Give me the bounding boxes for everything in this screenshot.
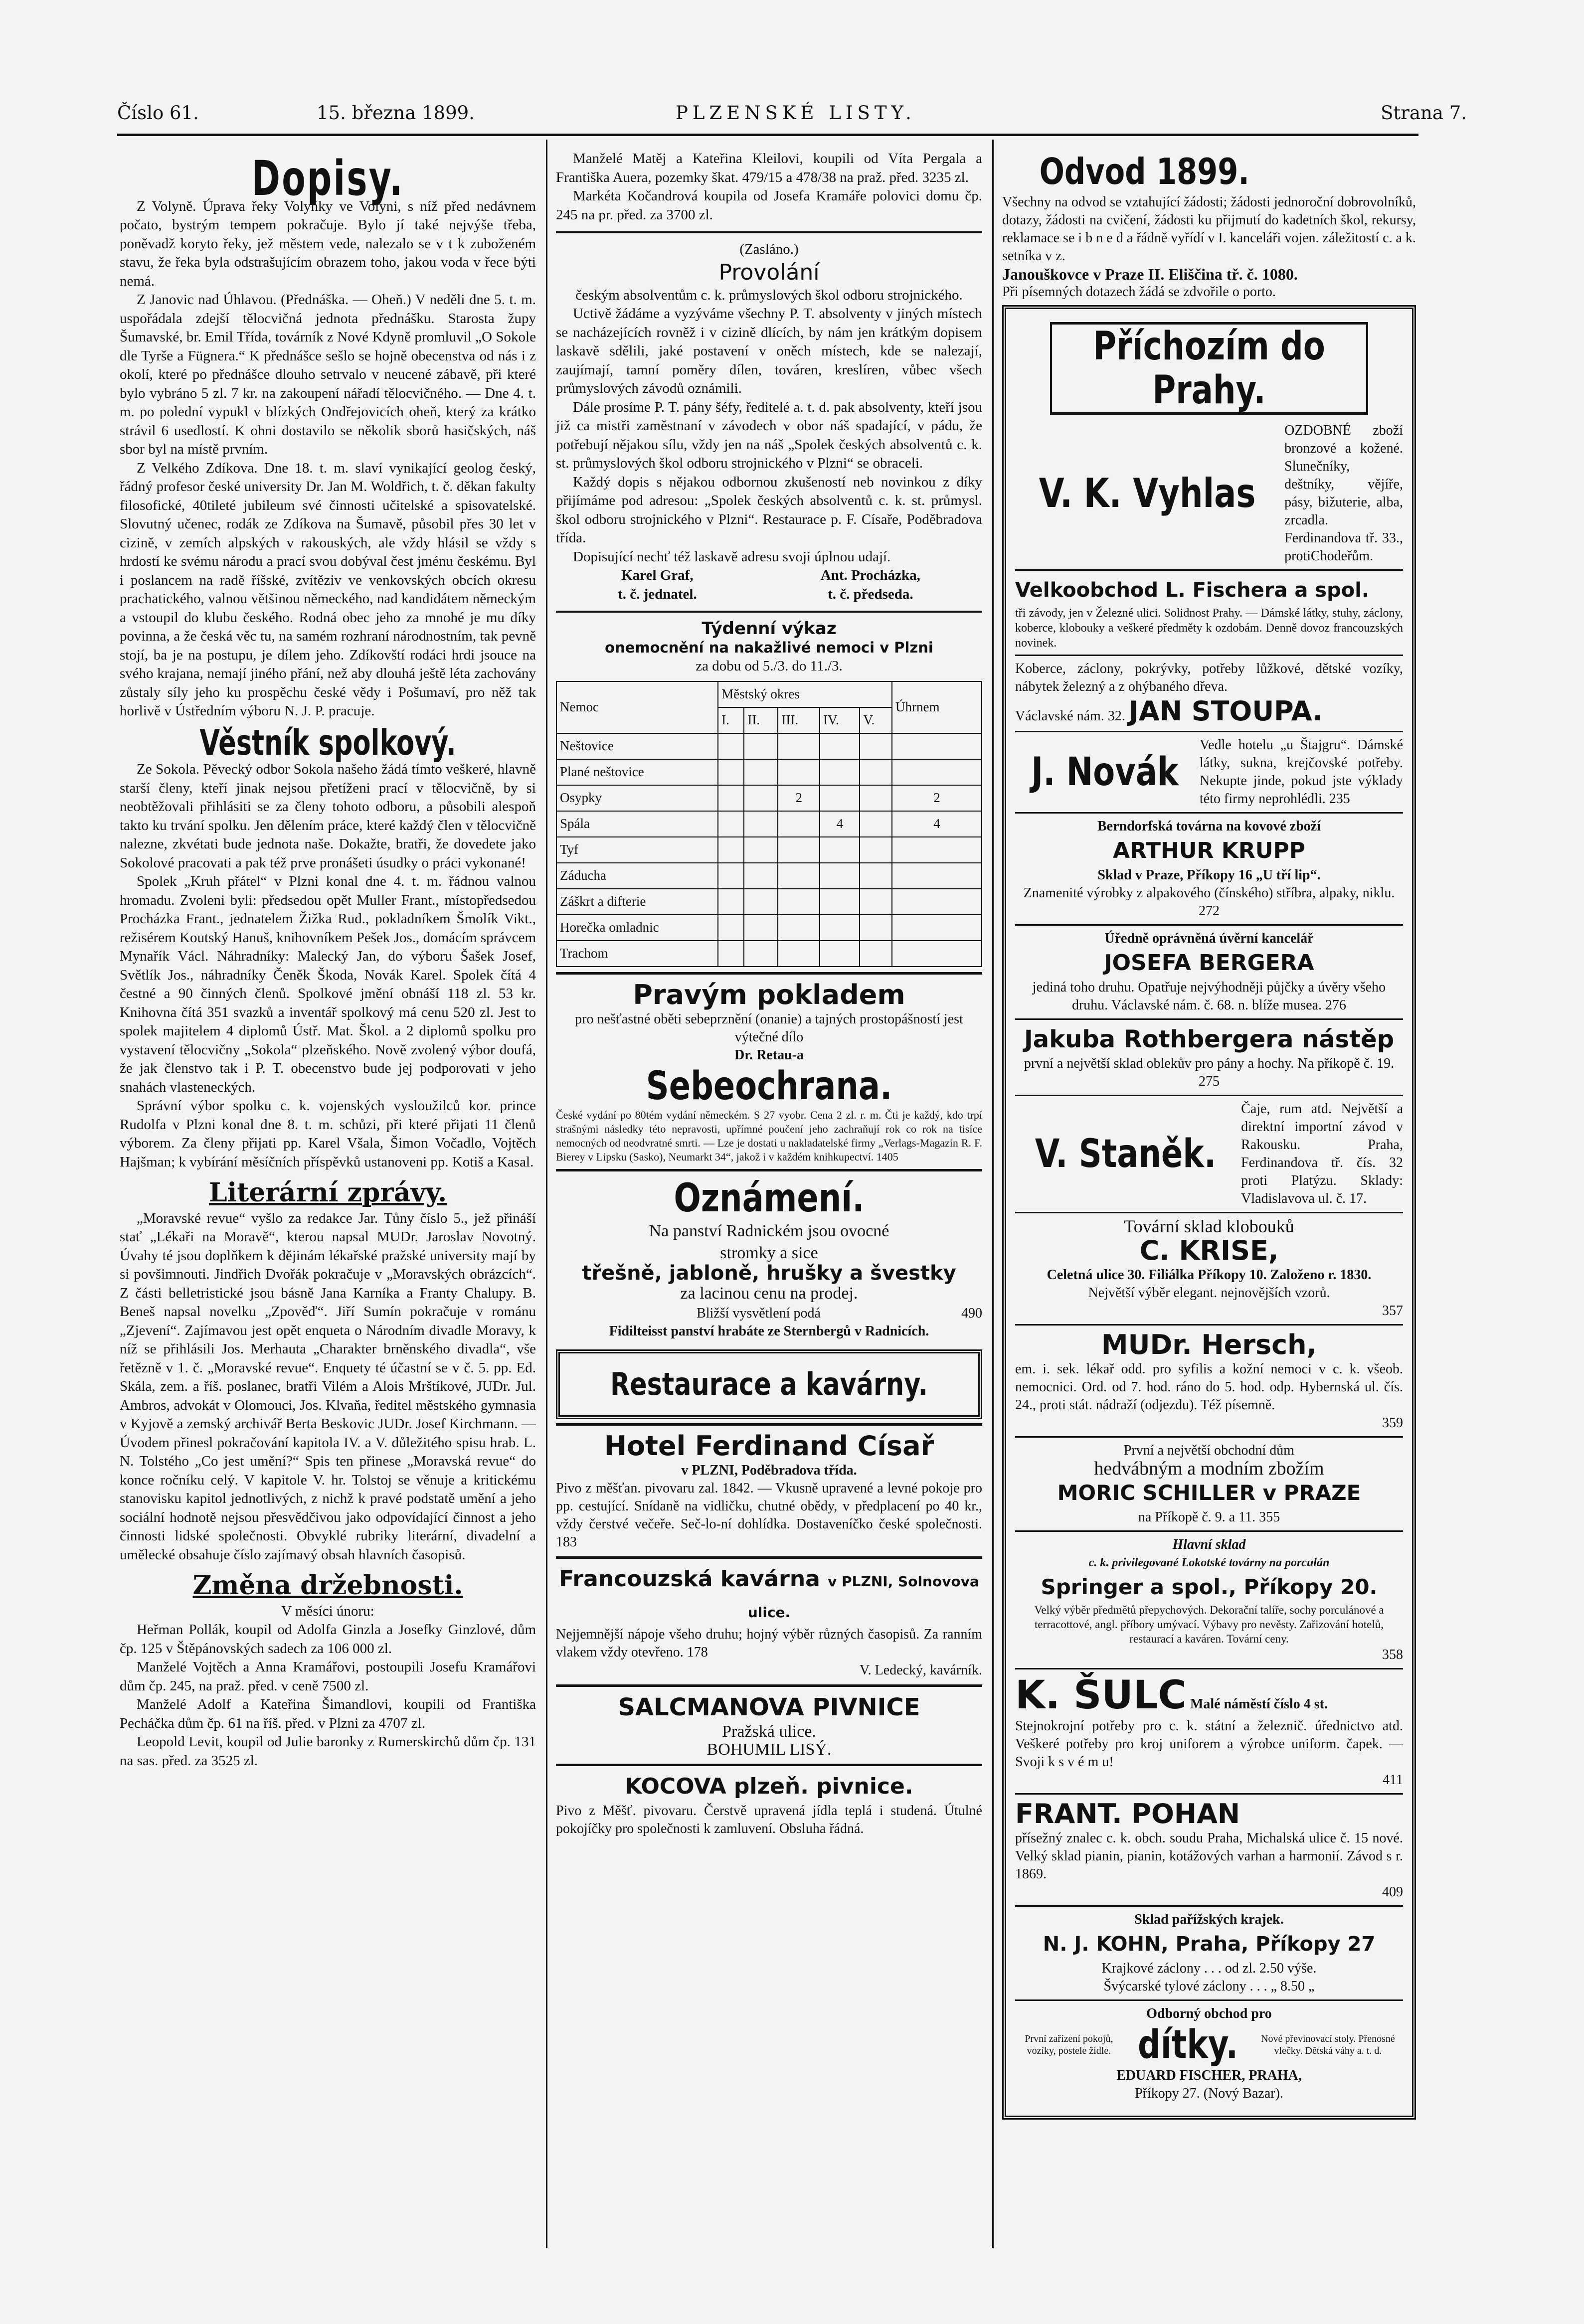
disease-name: Plané neštovice [556,759,718,785]
ad-line: Hlavní sklad [1172,1537,1246,1552]
ad-number: 359 [1382,1415,1403,1431]
ad-text: em. i. sek. lékař odd. pro syfilis a kožní nemoci v c. k. všeob. nemocnici. Ord. od 7. hod. ráno do 5. hod. odp. Hybernská ul. čís. 24., proti stát. nádraží (odjezdu). Též písemně. [1015,1361,1403,1413]
signatures [556,566,982,604]
ad-line: c. k. privilegované Lokotské továrny na porculán [1088,1556,1330,1569]
ad-author: Dr. Retau-a [734,1047,804,1063]
table-cell [744,733,778,759]
ad-name: JAN STOUPA. [1128,695,1323,727]
ad-title [556,1564,982,1626]
divider [556,231,982,233]
table-cell [744,759,778,785]
ad-address: Malé náměstí číslo 4 st. [1190,1696,1328,1712]
ad-line [1015,696,1403,727]
district-header: II. [744,707,778,733]
table-row [556,785,982,811]
table-cell [778,733,820,759]
disease-name: Horečka omladnic [556,915,718,941]
ad-number: 235 [1329,791,1350,807]
table-total [892,915,982,941]
ad-text-body: Vedle hotelu „u Štajgru“. Dámské látky, sukna, krejčovské potřeby. Nekupte jinde, pokud jste výklady této firmy neprohlédli. [1200,737,1403,807]
ad-krise [1015,1213,1403,1326]
table-cell [718,811,744,837]
ad-line-text: jediná toho druhu. Opatřuje nejvýhodněji půjčky a úvěry všeho druhu. Václavské nám. č. 68. n. blíže musea. [1032,980,1386,1013]
ad-line-text: první a největší sklad oblekův pro pány a hochy. Na příkopě č. 19. [1024,1056,1395,1071]
article-paragraph: Každý dopis s nějakou odbornou zkušeností neb novinkou z díky přijímáme pod adresou: „Spolek českých absolventů c. k. st. průmysl. škol odboru strojnického v Plzni“. Restaurace p. F. Císaře, Poděbradova třída. [556,474,982,546]
ad-springer [1015,1532,1403,1669]
table-cell [718,733,744,759]
header-rule [117,134,1418,136]
ad-title: Oznámení. [674,1175,865,1221]
ad-fischer [1015,571,1403,656]
ad-name: ARTHUR KRUPP [1113,838,1305,863]
zaslano-label: (Zasláno.) [739,241,799,257]
table-cell [778,889,820,915]
ad-head [1015,1673,1403,1717]
ad-name: FRANT. POHAN [1015,1798,1240,1829]
ad-odvod [1002,150,1416,301]
ad-title: Velkoobchod L. Fischera a spol. [1015,579,1370,602]
ad-hotel-cisar [556,1423,982,1556]
column-1 [120,150,536,1770]
ad-line: Švýcarské tylové záclony . . . „ 8.50 „ [1103,1979,1315,1994]
page-number: Strana 7. [1381,102,1467,124]
ad-name: C. KRISE, [1139,1235,1279,1266]
column-rule-1 [546,140,547,2248]
table-cell [820,733,860,759]
ad-line: Na panství Radnickém jsou ovocné [649,1221,889,1240]
page-header [117,102,1467,132]
ad-text: Pivo z Měšť. pivovaru. Čerstvě upravená jídla teplá i studená. Útulné pokojíčky pro společnosti k zamluvení. Obsluha řádná. [556,1803,982,1836]
article-paragraph: „Moravské revue“ vyšlo za redakce Jar. Tůny číslo 5., jež přináší stať „Lékaři na Moravě“, kterou napsal MUDr. Jaroslav Novotný. Úvahy té jsou doplňkem k dějinám lékařské pražské university mají by si povšimnouti. Jindřich Dvořák pokračuje v „Moravských obrázcích“. Z části belletristické jsou básně Jana Karníka a Franty Chalupy. B. Beneš napsal novelku „Zpověď“. Jiří Sumín pokračuje v románu „Zjevení“. Zajímavou jest opět enqueta o Národním divadle Moravy, k níž se přihlásili Jos. Merhauta „Charakter brněnského divadla“, vše řetězně v 1. č. „Moravské revue“. Enquety té účastní se v č. 5. pp. Ed. Skála, zem. a říš. poslanec, bratři Vilém a Alois Mrštíkové, JUDr. Jul. Ambros, advokát v Olomouci, Jos. Klvaňa, ředitel městského gymnasia v Kyjově a zemský archivář Berta Beskovic JUDr. Josef Kirchmann. — Úvodem přinesl pokračování kapitola IV. a V. důležitého spisu hrab. L. N. Tolstého „Co jest umění?“ Spis ten přinese „Moravská revue“ do konce ročníku celý. V kapitole V. hr. Tolstoj se věnuje a kritickému stanovisku kapitol jednotlivých, z nichž k pravé podstatě umění a jeho sociální hodnotě nejsou přesvědčivou jako odpovídající činnost a jeho činnosti lidské společnosti. Obvyklé rubriky literární, divadelní a umělecké obsahuje číslo zajímavý obsah hlavních časopisů. [120,1210,536,1563]
article-paragraph: Spolek „Kruh přátel“ v Plzni konal dne 4. t. m. řádnou valnou hromadu. Zvoleni byli: předsedou opět Muller Frant., místopředsedou Procházka Frant., jednatelem Žižka Rud., pokladníkem Šmolík Vikt., režisérem Koutský Hanuš, knihovníkem Pešek Jos., domácím správcem Mynařík Václ. Náhradníky: Malecký Jan, do výboru Šašek Josef, Světlík Jos., náhradníky Čeněk Škoda, Novák Karel. Spolek čítá 4 čestné a 90 činných členů. Spolkové jmění obnáší 118 zl. 53 kr. Knihovna čítá 351 svazků a inventář spolkový má cenu 520 zl. Jest to spolek majitelem 4 diplomů Ústř. Mat. Škol. a 2 diplomů spolku pro vystavení tělocvičny „Sokola“ plzeňského. Nově zvolený výbor doufá, že jak členstvo tak i P. T. obecenstvo bude jej podporovati v jeho snahách vlasteneckých. [120,873,536,1095]
table-cell [744,941,778,967]
divider [556,611,982,613]
disease-name: Záducha [556,863,718,889]
ad-text: Koberce, záclony, pokrývky, potřeby lůžkové, dětské vozíky, nábytek železný a z ohýbaného dřeva. [1015,661,1403,694]
district-header: V. [860,707,892,733]
ad-line: za lacinou cenu na prodej. [680,1284,858,1303]
article-paragraph: Ze Sokola. Pěvecký odbor Sokola našeho žádá tímto veškeré, hlavně starší členy, kteří jinak nejsou přetíženi prací v tělocvičně, by si neobtěžovali přihlásiti se za členy tohoto odboru, a působili alespoň takto ku trvání spolku. Jen dělením práce, které každý člen v tělocvičně nalezne, zkvétati bude jednota naše. Dokažte, bratři, že dovedete jako Sokolové pracovati a pak též prve pronášeti úsudky o práci vykonané! [120,761,536,871]
table-row [556,759,982,785]
table-cell [744,889,778,915]
ad-text: přísežný znalec c. k. obch. soudu Praha, Michalská ulice č. 15 nové. Velký sklad pianin, pianin, kotážových varhan a harmonií. Závod s r. 1869. [1015,1830,1403,1882]
table-total [892,941,982,967]
table-total: 4 [892,811,982,837]
ad-name: Jakuba Rothbergera nástěp [1024,1025,1395,1053]
table-total: 2 [892,785,982,811]
ad-title: KOCOVA plzeň. pivnice. [625,1774,913,1799]
ad-text: Pivo z měšťan. pivovaru zal. 1842. — Vkusně upravené a levné pokoje pro pp. cestující. Snídaně na vidličku, chutné obědy, v předplacení po 40 kr., vždy čerstvé večeře. Seč-lo-ní dohlídka. Dostaveníčko české společnosti. 183 [556,1481,982,1550]
ad-line: třešně, jabloně, hrušky a švestky [582,1261,956,1285]
signature-name: Karel Graf, [621,567,694,583]
table-total [892,733,982,759]
ad-line: Berndorfská továrna na kovové zboží [1097,819,1321,834]
ad-name: MORIC SCHILLER v PRAZE [1057,1481,1361,1505]
ad-name: K. ŠULC [1015,1673,1187,1718]
article-paragraph: Z Volyně. Úprava řeky Volyňky ve Volyni, s níž před nedávnem počato, bystrým tempem pokračuje. Bylo jí také nejvýše třeba, poněvadž koryto řeky, jež městem vede, nalezalo se v t k zuboženém stavu, že řeka byla odstrašujícím obrazem toho, jakou voda v řece býti nemá. [120,198,536,289]
article-paragraph: Z Velkého Zdíkova. Dne 18. t. m. slaví vynikající geolog český, řádný profesor české university Dr. Jan M. Woldřich, t. č. děkan fakulty filosofické, 40tileté jubileum své činnosti učitelské a spisovatelské. Slovutný učenec, rodák ze Zdíkova na Šumavě, působil přes 30 let v cizině, v zemích alpských v rakouských, ale vždy hlásil se vždy s hrdostí ke svému národu a prací svou dobýval čest jménu českému. Byl i poslancem na radě říšské, zvítěziv ve venkovských obcích okresu prachatického, valnou většinou německého, nad kandidátem německým a vstoupil do klubu českého. Rodná obec jeho za mnohé je mu díky povinna, a že česká věc tu, na samém rozhraní národnostním, tak pevně stojí, ba je na postupu, je dílem jeho. Zdíkovští rodáci hrdi jsouce na svého krajana, nemají jiného přání, než aby dlouhá ještě léta zachovány zůstaly síly jeho ku prospěchu české vědy i Pošumaví, pro něž tak horlivě v Ústředním výboru N. J. P. pracuje. [120,460,536,719]
ad-name: JOSEFA BERGERA [1104,950,1314,976]
ad-text: První zařízení pokojů, vozíky, postele židle. [1025,2033,1113,2056]
ad-line-text: Znamenité výrobky z alpakového (čínského) stříbra, alpaky, niklu. [1023,885,1395,901]
ad-address: Václavské nám. 32. [1015,708,1125,724]
ad-line: Tovární sklad klobouků [1124,1216,1294,1236]
article-paragraph: Leopold Levit, koupil od Julie baronky z Rumerskirchů dům čp. 131 na sas. před. za 3525 zl. [120,1734,536,1769]
ad-rothberger [1015,1020,1403,1096]
ad-title: Restaurace a kavárny. [610,1366,928,1402]
ad-kocova [556,1764,982,1843]
ad-name: N. J. KOHN, Praha, Příkopy 27 [1043,1933,1376,1956]
ad-title: Pravým pokladem [633,979,905,1010]
ad-line: Příkopy 27. (Nový Bazar). [1135,2086,1283,2101]
table-cell [718,837,744,863]
ad-signature [556,1661,982,1679]
disease-name: Trachom [556,941,718,967]
ad-name: J. Novák [1031,750,1179,795]
table-cell [778,915,820,941]
article-paragraph: Manželé Matěj a Kateřina Kleilovi, koupili od Víta Pergala a Františka Auera, pozemky škat. 479/15 a 478/38 na praž. před. 3235 zl. [556,151,982,185]
article-paragraph: Uctivě žádáme a vyzýváme všechny P. T. absolventy v jiných místech se nacházejících rovněž i v cizině dlících, by nám jen krátkým dopisem laskavě sdělili, jaké postavení v oněch místech, kde se nalezají, zaujímají, tamní poměry dílen, továren, kreslíren, vůbec všech průmyslových závodů oznámili. [556,306,982,396]
ad-ditky [1015,2001,1403,2107]
column-3 [1002,150,1416,2124]
ad-number: 409 [1382,1884,1403,1900]
ad-text: Velký výběr předmětů přepychových. Dekorační talíře, sochy porculánové a terracottové, angl. příbory umývací. Výbavy pro nevěsty. Zařizování hotelů, restaurací a kaváren. Tovární ceny. [1034,1604,1384,1645]
ad-brand: Sebeochrana. [646,1063,892,1109]
article-paragraph: Dále prosíme P. T. pány šéfy, ředitelé a. t. d. pak absolventy, kteří jsou již ca mistři zaměstnaní v závodech v obor náš spadající, v pádu, že potřebují nějakou sílu, vždy jen na náš „Spolek českých absolventů c. k. st. průmyslových škol odboru strojnického v Plzni“ se obraceli. [556,399,982,471]
ad-line: Krajkové záclony . . . od zl. 2.50 výše. [1101,1961,1317,1976]
disease-table [556,681,982,967]
section-subtitle: V měsíci únoru: [281,1603,374,1619]
table-cell [860,863,892,889]
table-cell [860,941,892,967]
table-cell [820,837,860,863]
table-cell [820,889,860,915]
ad-number: 355 [1259,1509,1280,1525]
table-cell [860,785,892,811]
ad-number: 490 [961,1306,982,1321]
ad-text: České vydání po 80tém vydání německém. S 27 vyobr. Cena 2 zl. r. m. Čti je každý, kdo trpí strašnými následky této nepravosti, upřímné poučení jeho zachraňují rok co rok na tisíce nemocných od neodvratné smrti. — Lze je dostati u nakladatelské firmy „Verlags-Magazin R. F. Bierey v Lipsku (Sasko), Neumarkt 34“, jakož i v každém knihkupectví. 1405 [556,1108,982,1163]
ad-oznameni [556,1169,982,1346]
ad-sulc [1015,1669,1403,1795]
vykaz-date: za dobu od 5./3. do 11./3. [696,658,843,674]
ad-line: Pražská ulice. [722,1722,816,1741]
ad-number: 357 [1382,1303,1403,1319]
ad-line: První a největší obchodní dům [1123,1443,1295,1458]
table-row [556,915,982,941]
table-cell [718,759,744,785]
table-total [892,837,982,863]
district-header: I. [718,707,744,733]
ad-line [1015,884,1403,920]
vykaz-title: Týdenní výkaz [702,619,837,639]
signature-role: t. č. jednatel. [618,586,697,602]
ad-frame-prichozim [1002,305,1416,2120]
ad-line: Úředně oprávněná úvěrní kancelář [1104,931,1314,946]
vykaz-subtitle: onemocnění na nakažlivé nemoci v Plzni [605,639,933,656]
table-cell [778,759,820,785]
ad-footer: Při písemných dotazech žádá se zdvořile o porto. [1002,284,1276,300]
article-paragraph: Manželé Vojtěch a Anna Kramářovi, postoupili Josefu Kramářovi dům čp. 245, na praž. před. v ceně 7500 zl. [120,1659,536,1694]
table-cell [718,785,744,811]
table-row [556,733,982,759]
table-cell [860,915,892,941]
ad-francouzska-kavarna [556,1556,982,1684]
disease-name: Tyf [556,837,718,863]
table-header: Nemoc [556,681,718,733]
ad-line: stromky a sice [720,1243,818,1262]
ad-title: Hotel Ferdinand Císař [604,1430,934,1462]
table-cell [860,733,892,759]
district-header: III. [778,707,820,733]
section-title-dopisy: Dopisy. [251,151,404,206]
table-cell [860,759,892,785]
ad-text: OZDOBNÉ zboží bronzové a kožené. Slunečníky, deštníky, vějíře, pásy, bižuterie, alba, zrcadla. Ferdinandova tř. 33., protiChodeřům. [1284,423,1403,564]
ad-line: BOHUMIL LISÝ. [706,1740,832,1759]
article-paragraph: Dopisující nechť též laskavě adresu svoji úplnou udají. [573,548,891,565]
ad-stanek [1015,1096,1403,1213]
ad-name: Springer a spol., Příkopy 20. [1041,1575,1378,1599]
ad-number: 276 [1325,997,1346,1013]
ad-name: Janouškovce v Praze II. Eliščina tř. č. 1080. [1002,265,1298,283]
ad-line: Celetná ulice 30. Filiálka Příkopy 10. Založeno r. 1830. [1047,1267,1372,1283]
ad-signature-name: V. Ledecký, [860,1662,927,1678]
table-total [892,863,982,889]
ad-number: 272 [1199,903,1220,919]
article-paragraph: Z Janovic nad Úhlavou. (Přednáška. — Oheň.) V neděli dne 5. t. m. uspořádala zdejší tělocvičná jednota přednášku. Starosta župy Šumavské, br. Emil Třída, továrník z Nové Kdyně promluvil „O Sokole dle Tyrše a Fügnera.“ K přednášce sešlo se hojně obecenstva od nás i z okolí, které po přednášce dlouho setrvalo v neucené zábavě, při které bylo vybráno 5 zl. 7 kr. na zakoupení nářadí tělocvičného. — Dne 4. t. m. po polední vypukl v blízkých Ondřejovicích oheň, který za krátko strávil 6 usedlostí. K ohni dostavilo se několik sborů hasičských, náš sbor byl na místě prvním. [120,292,536,457]
table-cell [860,837,892,863]
ad-text: Nové převinovací stoly. Přenosné vlečky. Dětská váhy a. t. d. [1261,2033,1395,2056]
table-row [556,837,982,863]
ad-number: 275 [1199,1074,1220,1089]
disease-name: Osypky [556,785,718,811]
column-2 [556,150,982,1843]
disease-name: Spála [556,811,718,837]
ad-line: hedvábným a modním zbožím [1094,1458,1324,1479]
ad-subtitle: v PLZNI, Poděbradova třída. [681,1463,857,1478]
ad-subtitle: pro nešťastné oběti sebeprznění (onanie) a tajných prostopášností jest výtečné dílo [575,1011,963,1045]
ad-sebeochrana [556,972,982,1169]
ad-body [1015,2023,1403,2067]
table-cell [718,915,744,941]
article-paragraph: Manželé Adolf a Kateřina Šimandlovi, koupili od Františka Pecháčka dům čp. 61 na říš. před. v Plzni za 4707 zl. [120,1696,536,1731]
signature-name: Ant. Procházka, [820,567,920,583]
table-cell: 4 [820,811,860,837]
table-row [556,863,982,889]
ad-title: SALCMANOVA PIVNICE [618,1693,920,1721]
ad-signature-role: kavárník. [930,1662,982,1678]
column-rule-2 [992,140,994,2248]
table-cell [860,811,892,837]
ad-text: tři závody, jen v Železné ulici. Solidnost Prahy. — Dámské látky, stuhy, záclony, koberce, klobouky a veškeré předměty k ozdobám. Denně dovoz francouzských novinek. [1015,607,1403,650]
ad-title-text: Francouzská kavárna [559,1566,820,1592]
table-header: Úhrnem [892,681,982,733]
article-paragraph: Správní výbor spolku c. k. vojenských vysloužilců kor. prince Rudolfa v Plzni konal dne 8. t. m. schůzi, při které přijati 11 členů výborem. Za členy přijati pp. Karel Všala, Šimon Vočadlo, Vojtěch Hajšman; k vybírání měsíčních příspěvků ustanoveni pp. Kotiš a Kasal. [120,1098,536,1170]
ad-line [1015,979,1403,1014]
table-cell [744,837,778,863]
ad-novak [1015,732,1403,814]
ad-salcmanova [556,1684,982,1764]
table-cell [820,863,860,889]
ad-line-text: na Příkopě č. 9. a 11. [1138,1509,1256,1525]
table-total [892,759,982,785]
ad-kohn [1015,1907,1403,2001]
issue-number: Číslo 61. [117,102,199,124]
ad-krupp [1015,814,1403,926]
table-row [556,941,982,967]
ad-pohan [1015,1795,1403,1907]
table-cell [744,915,778,941]
ad-text: Nejjemnější nápoje všeho druhu; hojný výběr různých časopisů. Za ranním vlakem vždy otevřeno. 178 [556,1627,982,1660]
ad-line: Sklad pařížských krajek. [1134,1912,1284,1927]
ad-name: V. Staněk. [1035,1132,1217,1176]
table-cell [820,785,860,811]
disease-name: Záškrt a difterie [556,889,718,915]
table-cell [860,889,892,915]
ad-hersch [1015,1326,1403,1438]
ad-line [556,1305,982,1323]
table-cell [778,941,820,967]
ad-text: Stejnokrojní potřeby pro c. k. státní a železnič. úřednictvo atd. Veškeré potřeby pro kroj uniforem a výrobce uniform. čapek. — Svoji k s v é m u! [1015,1718,1403,1770]
ad-vyhlas [1015,422,1403,571]
ad-line: Sklad v Praze, Příkopy 16 „U tří lip“. [1097,867,1321,883]
frame-title: Příchozím do Prahy. [1050,322,1368,415]
issue-date: 15. března 1899. [317,102,475,124]
table-cell [820,941,860,967]
table-cell [820,915,860,941]
ad-line: Odborný obchod pro [1146,2006,1272,2021]
ad-text: Čaje, rum atd. Největší a direktní importní závod v Rakousku. Praha, Ferdinandova tř. čís. 32 proti Platýzu. Sklady: Vladislavova ul. č. 17. [1241,1101,1403,1206]
ad-line-text: Bližší vysvětlení podá [697,1306,821,1321]
ad-line: Fidilteisst panství hrabáte ze Sternbergů v Radnicích. [609,1324,929,1339]
table-cell [820,759,860,785]
table-header: Městský okres [718,681,892,707]
ad-schiller [1015,1438,1403,1532]
table-cell [744,811,778,837]
ad-restaurace [556,1349,982,1419]
ad-bergera [1015,926,1403,1020]
ad-name: V. K. Vyhlas [1039,470,1256,516]
table-cell [718,863,744,889]
article-paragraph: Markéta Kočandrová koupila od Josefa Kramáře polovici domu čp. 245 na pr. před. za 3700 zl. [556,188,982,223]
table-total [892,889,982,915]
section-title-literarni: Literární zprávy. [208,1177,447,1208]
ad-address: v PLZNI, Solnovova ulice. [747,1573,979,1621]
ad-line [1015,1055,1403,1091]
section-title-vestnik: Věstník spolkový. [199,722,456,763]
article-paragraph: Heřman Pollák, koupil od Adolfa Ginzla a Josefky Ginzlové, dům čp. 125 v Štěpánovských sadech za 106 000 zl. [120,1622,536,1657]
signature-role: t. č. předseda. [828,586,913,602]
ad-line [1015,1508,1403,1526]
table-cell [778,811,820,837]
district-header: IV. [820,707,860,733]
ad-number: 411 [1383,1772,1403,1788]
newspaper-title: PLZENSKÉ LISTY. [676,102,916,124]
table-cell [744,785,778,811]
ad-number: 358 [1382,1647,1403,1662]
section-title-zmena: Změna držebnosti. [192,1570,463,1601]
ad-brand: dítky. [1137,2022,1238,2067]
ad-text [1200,736,1403,808]
ad-title: Odvod 1899. [1039,151,1249,192]
table-cell [718,889,744,915]
table-cell [744,863,778,889]
ad-line: Největší výběr elegant. nejnovějších vzorů. [1088,1285,1330,1301]
ad-line: EDUARD FISCHER, PRAHA, [1116,2068,1302,2083]
table-row [556,889,982,915]
ad-stoupa [1015,656,1403,732]
ad-name: MUDr. Hersch, [1101,1329,1317,1360]
disease-name: Neštovice [556,733,718,759]
table-cell [778,863,820,889]
table-cell: 2 [778,785,820,811]
table-row [556,811,982,837]
provolani-subtitle: českým absolventům c. k. průmyslových škol odboru strojnického. [575,287,963,303]
provolani-title: Provolání [718,259,820,285]
ad-text: Všechny na odvod se vztahující žádosti; žádosti jednoroční dobrovolníků, dotazy, žádosti na cvičení, žádosti ku přijmutí do kadetních škol, rekursy, reklamace se i b n e d a řádně vyřídí v I. kanceláři vojen. záležitostí c. a k. setníka v z. [1002,194,1416,264]
table-cell [778,837,820,863]
table-cell [718,941,744,967]
